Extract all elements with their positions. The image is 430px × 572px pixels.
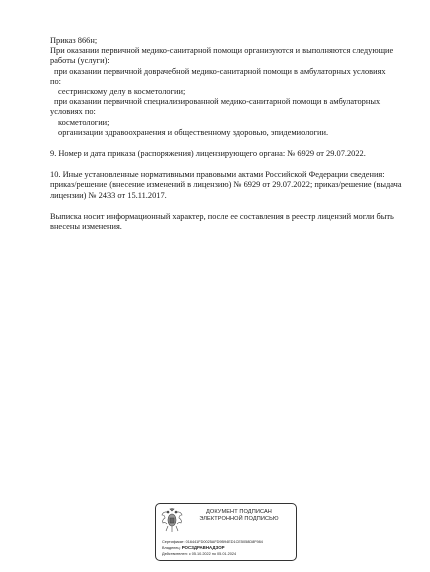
stamp-title <box>186 509 292 523</box>
item-10-line: лицензии) № 2433 от 15.11.2017. <box>50 190 167 200</box>
owner-label: Владелец: <box>162 546 181 550</box>
paragraph-line: При оказании первичной медико-санитарной помощи организуются и выполняются следующие <box>50 46 394 56</box>
list-subitem: организации здравоохранения и общественному здоровью, эпидемиологии. <box>58 127 329 137</box>
list-subitem: косметологии; <box>58 117 110 127</box>
electronic-signature-stamp <box>155 503 297 561</box>
document-body <box>50 36 400 232</box>
certificate-value: 016441FD0025AFD9B94ED1CE5058D8F984 <box>185 540 263 544</box>
stamp-details <box>162 539 293 557</box>
list-item: при оказании первичной специализированной медико-санитарной помощи в амбулаторных <box>54 97 381 107</box>
note-line: Выписка носит информационный характер, после ее составления в реестр лицензий могли быть <box>50 211 394 221</box>
paragraph-line: работы (услуги): <box>50 56 110 66</box>
stamp-title-line: ДОКУМЕНТ ПОДПИСАН <box>206 509 272 515</box>
item-10-line: 10. Иные установленные нормативными правовыми актами Российской Федерации сведения: <box>50 170 385 180</box>
validity-value: с 05.10.2022 по 05.01.2024 <box>188 552 237 556</box>
list-item-cont: условиях по: <box>50 107 96 117</box>
validity-row <box>162 551 293 557</box>
owner-value: РОСЗДРАВНАДЗОР <box>181 545 225 550</box>
note-line: внесены изменения. <box>50 222 122 232</box>
double-headed-eagle-emblem-icon <box>161 508 183 534</box>
certificate-label: Сертификат: <box>162 540 185 544</box>
list-item: при оказании первичной доврачебной медико-санитарной помощи в амбулаторных условиях <box>54 66 386 76</box>
stamp-title-line: ЭЛЕКТРОННОЙ ПОДПИСЬЮ <box>199 516 279 522</box>
validity-label: Действителен: <box>162 552 188 556</box>
item-10-line: приказ/решение (внесение изменений в лицензию) № 6929 от 29.07.2022; приказ/решение (выдача <box>50 180 402 190</box>
order-line: Приказ 866н; <box>50 36 98 45</box>
item-9: 9. Номер и дата приказа (распоряжения) лицензирующего органа: № 6929 от 29.07.2022. <box>50 149 366 159</box>
list-subitem: сестринскому делу в косметологии; <box>58 87 186 97</box>
list-item-cont: по: <box>50 76 61 86</box>
